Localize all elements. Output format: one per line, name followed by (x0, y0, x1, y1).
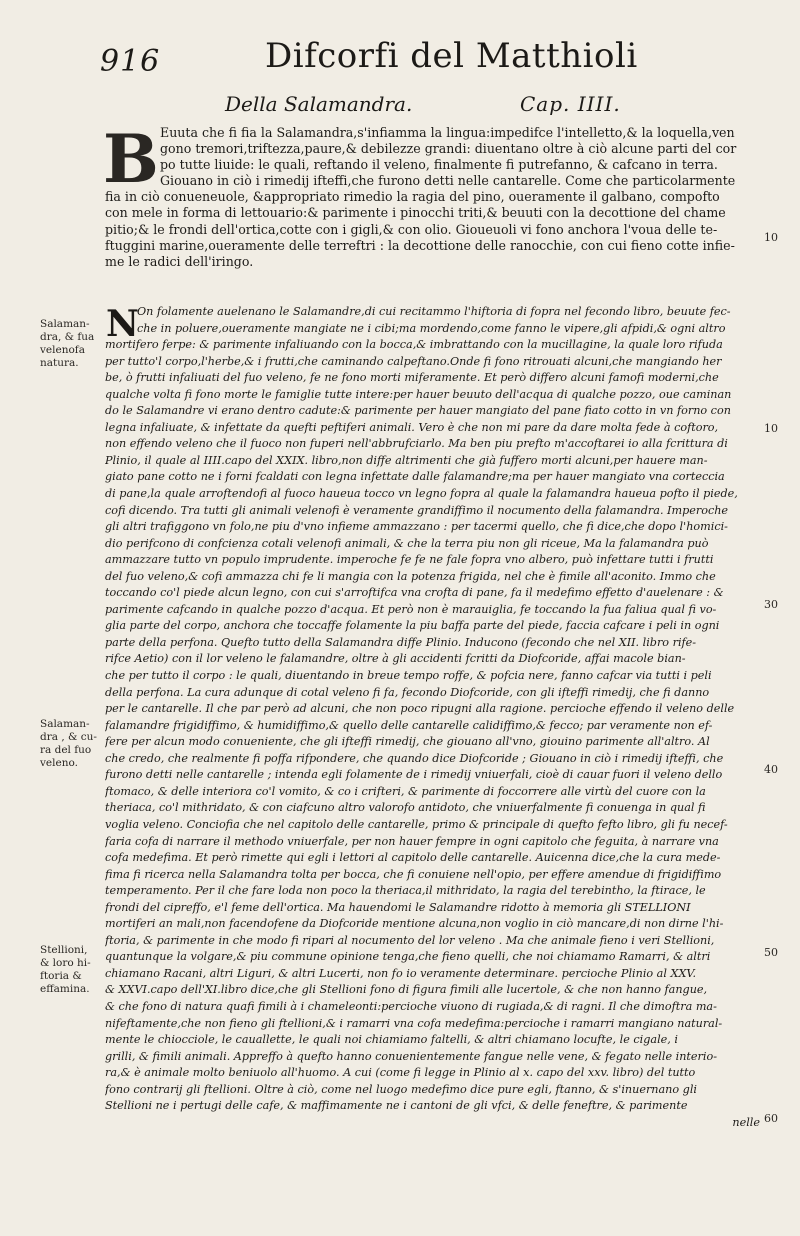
commentary-line: della perfona. La cura adunque di cotal veleno fi fa, fecondo Diofcoride, con gli ifteffi rimedij, che fi danno (105, 685, 710, 699)
commentary-line: nelle (732, 1115, 760, 1129)
margin-note-line: veleno. (40, 757, 78, 769)
margin-note-line: dra, & fua (40, 331, 95, 343)
commentary-line: nifeftamente,che non fieno gli ftellioni,& i ramarri vna cofa medefima:percioche i ramarri mangiano natural- (105, 1016, 723, 1030)
commentary-line: & che fono di natura quafi fimili à i chameleonti:percioche viuono di rugiada,& di ragni. Il che dimoftra ma- (105, 999, 717, 1013)
commentary-line: fono contrarij gli ftellioni. Oltre à ciò, come nel luogo medefimo dice pure egli, ftanno, & s'inuernano gli (105, 1082, 697, 1096)
commentary-line: Stellioni ne i pertugi delle cafe, & maffimamente ne i cantoni de gli vfci, & delle feneftre, & parimente (105, 1099, 688, 1113)
commentary-line: per tutto'l corpo,l'herbe,& i frutti,che caminando calpeftano.Onde fi fono ritrouati alcuni,che mangiando her (105, 354, 722, 368)
commentary-line: ftoria, & parimente in che modo fi ripari al nocumento del lor veleno . Ma che animale fieno i veri Stellioni, (105, 933, 715, 947)
text-line: Euuta che fi fia la Salamandra,s'infiamma la lingua:impedifce l'intelletto,& la loquella,ven (160, 125, 735, 140)
text-line: gono tremori,triftezza,paure,& debilezze grandi: diuentano oltre à ciò alcune parti del cor (160, 141, 737, 157)
margin-note-line: Salaman- (40, 718, 90, 730)
text-line: ftuggini marine,oueramente delle terreftri : la decottione delle ranocchie, con cui fieno cotte infie- (105, 237, 735, 253)
line-number: 10 (764, 422, 778, 435)
commentary-line: Plinio, il quale al IIII.capo del XXIX. libro,non diffe altrimenti che già fuffero morti alcuni,per hauere man- (105, 453, 708, 467)
commentary-line: dio perifcono di confcienza cotali velenofi animali, & che la terra piu non gli riceue, Ma la falamandra può (105, 536, 709, 550)
chapter-title: Della Salamandra. (225, 92, 413, 116)
commentary-line: glia parte del corpo, anchora che toccaffe folamente la piu baffa parte del piede, faccia cafcare i peli in ogni (105, 619, 720, 633)
commentary-line: mente le chiocciole, le cauallette, le quali noi chiamiamo faltelli, & altri chiamano locufte, le cigale, i (105, 1033, 678, 1047)
margin-note-line: Salaman- (40, 318, 90, 330)
commentary-line: non effendo veleno che il fuoco non fuperi nell'abbrufciarlo. Ma ben piu prefto m'accoftarei io alla fcrittura di (105, 437, 728, 451)
commentary-line: che in poluere,oueramente mangiate ne i cibi;ma mordendo,come fanno le vipere,gli afpidi,& ogni altro (137, 321, 726, 335)
margin-note-line: ftoria & (40, 970, 82, 982)
margin-note-salamandra-cura (40, 718, 108, 770)
commentary-block (105, 304, 760, 1131)
margin-note-line: dra , & cu- (40, 731, 97, 743)
margin-note-salamandra-natura (40, 318, 108, 370)
text-line: po tutte liuide: le quali, reftando il veleno, finalmente fi putrefanno, & cafcano in terra. (160, 157, 718, 173)
commentary-line: cofa medefima. Et però rimette qui egli i lettori al capitolo delle cantarelle. Auicenna dice,che la cura mede- (105, 851, 721, 865)
margin-note-line: Stellioni, (40, 944, 88, 956)
running-head: Difcorfi del Matthioli (265, 36, 638, 76)
commentary-line: faria cofa di narrare il methodo vniuerfale, per non hauer fempre in ogni capitolo che feguita, à narrare vna (105, 834, 719, 848)
commentary-line: chiamano Racani, altri Liguri, & altri Lucerti, non fo io veramente determinare. percioche Plinio al XXV. (105, 966, 697, 980)
margin-note-line: velenofa (40, 344, 85, 356)
margin-note-line: ra del fuo (40, 744, 92, 756)
margin-note-line: & loro hi- (40, 957, 91, 969)
margin-note-line: natura. (40, 357, 79, 369)
commentary-line: grilli, & fimili animali. Appreffo à quefto hanno conuenientemente fangue nelle vene, & fegato nelle interio- (105, 1049, 717, 1063)
text-line: con mele in forma di lettouario:& parimente i pinocchi triti,& beuuti con la decottione del chame (105, 205, 726, 221)
commentary-line: legna infaliuate, & infettate da quefti peftiferi animali. Vero è che non mi pare da dare molta fede à coftoro, (105, 420, 719, 434)
margin-note-stellioni (40, 944, 108, 996)
commentary-line: parimente cafcando in qualche pozzo d'acqua. Et però non è marauiglia, fe toccando la fua faliua qual fi vo- (105, 602, 717, 616)
commentary-line: temperamento. Per il che fare loda non poco la theriaca,il mithridato, la ragia del terebintho, la ftirace, le (105, 884, 706, 898)
commentary-line: ftomaco, & delle interiora co'l vomito, & co i crifteri, & parimente di foccorrere alle virtù del cuore con la (105, 784, 706, 798)
text-line: pitio;& le frondi dell'ortica,cotte con i gigli,& con olio. Gioueuoli vi fono anchora l'voua delle te- (105, 221, 718, 237)
line-number: 60 (764, 1112, 778, 1125)
page-number: 916 (100, 44, 161, 79)
commentary-line: fima fi ricerca nella Salamandra tolta per bocca, che fi conuiene nell'opio, per effere amendue di frigidiffimo (105, 867, 722, 881)
commentary-line: furono detti nelle cantarelle ; intenda egli folamente de i rimedij vniuerfali, cioè di cauar fuori il veleno dello (105, 768, 723, 782)
commentary-line: toccando co'l piede alcun legno, con cui s'arroftifca vna crofta di pane, fa il medefimo effetto d'auelenare : & (105, 586, 724, 600)
commentary-line: ra,& è animale molto beniuolo all'huomo. A cui (come fi legge in Plinio al x. capo del xxv. libro) del tutto (105, 1066, 696, 1080)
commentary-line: gli altri trafiggono vn folo,ne piu d'vno infieme ammazzano : per tacermi quello, che fi dice,che dopo l'homici- (105, 520, 728, 534)
line-number: 30 (764, 598, 778, 611)
commentary-line: parte della perfona. Quefto tutto della Salamandra diffe Plinio. Inducono (fecondo che nel XII. libro rife- (105, 635, 697, 649)
commentary-line: mortifero ferpe: & parimente infaliuando con la bocca,& imbrattando con la mucillagine, la quale loro rifuda (105, 338, 723, 352)
commentary-line: che per tutto il corpo : le quali, diuentando in breue tempo roffe, & pofcia nere, fanno cafcar via tutti i peli (105, 669, 712, 683)
commentary-line: cofi dicendo. Tra tutti gli animali velenofi è veramente grandiffimo il nocumento della falamandra. Imperoche (105, 503, 729, 517)
commentary-line: quantunque la volgare,& piu commune opinione tenga,che fieno quelli, che noi chiamamo Ramarri, & altri (105, 950, 711, 964)
commentary-line: per le cantarelle. Il che par però ad alcuni, che non poco ripugni alla ragione. percioche effendo il veleno delle (105, 702, 735, 716)
commentary-line: be, ò frutti infaliuati del fuo veleno, fe ne fono morti miferamente. Et però differo alcuni famofi moderni,che (105, 371, 719, 385)
text-block (103, 120, 760, 270)
margin-note-line: effamina. (40, 983, 90, 995)
line-number: 40 (764, 763, 778, 776)
text-line: Giouano in ciò i rimedij ifteffi,che furono detti nelle cantarelle. Come che particolarmente (160, 173, 736, 189)
commentary-line: di pane,la quale arroftendofi al fuoco haueua tocco vn legno fopra al quale la falamandra haueua pofto il piede, (105, 487, 738, 501)
line-number: 10 (764, 231, 778, 244)
commentary-line: del fuo veleno,& cofi ammazza chi fe li mangia con la potenza frigida, nel che è fimile all'aconito. Immo che (105, 569, 716, 583)
commentary-line: qualche volta fi fono morte le famiglie tutte intere:per hauer beuuto dell'acqua di qualche pozzo, oue caminan (105, 387, 732, 401)
commentary-line: falamandre frigidiffimo, & humidiffimo,& quello delle cantarelle calidiffimo,& fecco; par veramente non ef- (105, 718, 713, 732)
text-line: me le radici dell'iringo. (105, 253, 254, 269)
commentary-line: fere per alcun modo conueniente, che gli ifteffi rimedij, che giouano all'vno, giouino parimente all'altro. Al (105, 735, 710, 749)
commentary-line: che credo, che realmente fi poffa rifpondere, che quando dice Diofcoride ; Giouano in ciò i rimedij ifteffi, che (105, 751, 724, 765)
commentary-line: ammazzare tutto vn populo imprudente. imperoche fe fe ne fale fopra vno albero, può infettare tutti i frutti (105, 553, 714, 567)
drop-cap-initial: B (103, 120, 159, 198)
chapter-number: Cap. IIII. (520, 92, 621, 116)
commentary-line: giato pane cotto ne i forni fcaldati con legna infettate dalle falamandre;ma per hauer mangiato vna corteccia (105, 470, 725, 484)
commentary-line: do le Salamandre vi erano dentro cadute:& parimente per hauer mangiato del pane fiato cotto in vn forno con (105, 404, 731, 418)
commentary-line: rifce Aetio) con il lor veleno le falamandre, oltre à gli accidenti fcritti da Diofcoride, affai macole bian- (105, 652, 686, 666)
commentary-line: & XXVI.capo dell'XI.libro dice,che gli Stellioni fono di figura fimili alle lucertole, & che non hanno fangue, (105, 983, 708, 997)
commentary-line: mortiferi an mali,non facendofene da Diofcoride mentione alcuna,non voglio in ciò mancare,di non dirne l'hi- (105, 917, 724, 931)
text-line: fia in ciò conueneuole, &appropriato rimedio la ragia del pino, oueramente il galbano, compofto (105, 189, 720, 205)
line-number: 50 (764, 946, 778, 959)
commentary-line: voglia veleno. Conciofia che nel capitolo delle cantarelle, primo & principale di quefto fefto libro, gli fu necef- (105, 817, 728, 831)
commentary-line: frondi del cipreffo, e'l feme dell'ortica. Ma hauendomi le Salamandre ridotto à memoria gli STELLIONI (105, 900, 691, 914)
commentary-initial: N (106, 303, 139, 345)
commentary-line: On folamente auelenano le Salamandre,di cui recitammo l'hiftoria di fopra nel fecondo libro, beuute fec- (137, 305, 731, 318)
commentary-line: theriaca, co'l mithridato, & con ciafcuno altro valorofo antidoto, che vniuerfalmente fi conuenga in qual fi (105, 801, 706, 815)
